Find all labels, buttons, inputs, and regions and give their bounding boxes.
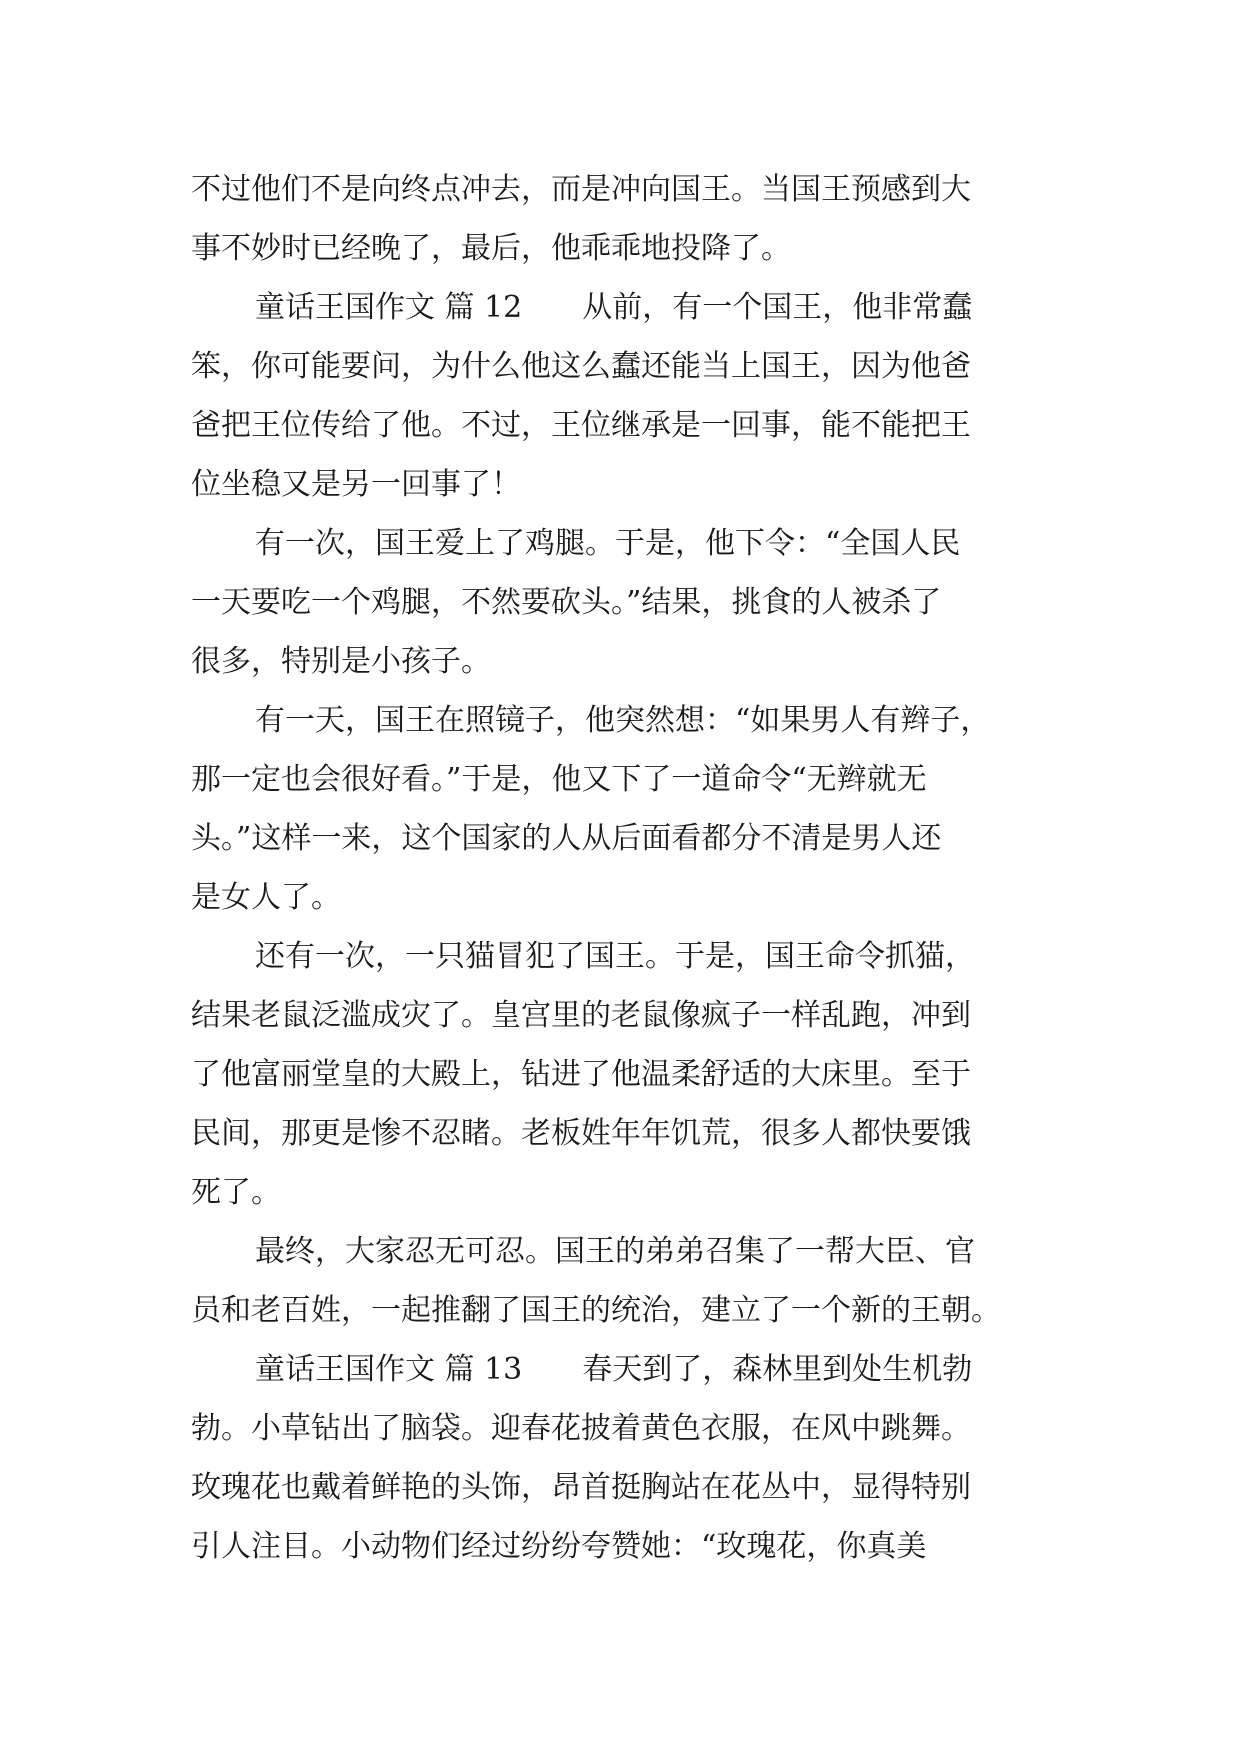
text-line: 那一定也会很好看。”于是，他又下了一道命令“无辫就无 [191, 762, 927, 797]
text-line: 头。”这样一来，这个国家的人从后面看都分不清是男人还 [191, 821, 942, 856]
text-line: 爸把王位传给了他。不过，王位继承是一回事，能不能把王 [191, 408, 971, 443]
text-line: 有一天，国王在照镜子，他突然想：“如果男人有辫子， [255, 703, 991, 738]
text-line: 员和老百姓，一起推翻了国王的统治，建立了一个新的王朝。 [191, 1293, 1001, 1328]
text-line: 民间，那更是惨不忍睹。老板姓年年饥荒，很多人都快要饿 [191, 1116, 971, 1151]
text-line: 笨，你可能要问，为什么他这么蠢还能当上国王，因为他爸 [191, 349, 971, 384]
text-line: 事不妙时已经晚了，最后，他乖乖地投降了。 [191, 231, 791, 266]
essay-title: 童话王国作文 篇 12 [255, 290, 523, 325]
text-line: 引人注目。小动物们经过纷纷夸赞她：“玫瑰花，你真美 [191, 1529, 927, 1564]
text-line: 是女人了。 [191, 880, 341, 915]
text-line: 玫瑰花也戴着鲜艳的头饰，昂首挺胸站在花丛中，显得特别 [191, 1470, 971, 1505]
text-line: 春天到了，森林里到处生机勃 [582, 1352, 973, 1387]
text-line: 了他富丽堂皇的大殿上，钻进了他温柔舒适的大床里。至于 [191, 1057, 971, 1092]
text-line: 结果老鼠泛滥成灾了。皇宫里的老鼠像疯子一样乱跑，冲到 [191, 998, 971, 1033]
text-line: 有一次，国王爱上了鸡腿。于是，他下令：“全国人民 [255, 526, 961, 561]
document-body [191, 160, 1071, 1576]
text-line: 勃。小草钻出了脑袋。迎春花披着黄色衣服，在风中跳舞。 [191, 1411, 971, 1446]
essay-heading-12 [191, 278, 1071, 337]
text-line: 很多，特别是小孩子。 [191, 644, 491, 679]
text-line: 不过他们不是向终点冲去，而是冲向国王。当国王预感到大 [191, 172, 971, 207]
text-line: 位坐稳又是另一回事了！ [191, 467, 521, 502]
text-line: 一天要吃一个鸡腿，不然要砍头。”结果，挑食的人被杀了 [191, 585, 942, 620]
essay-heading-13 [191, 1340, 1071, 1399]
text-line: 从前，有一个国王，他非常蠢 [582, 290, 973, 325]
text-line: 死了。 [191, 1175, 281, 1210]
text-line: 最终，大家忍无可忍。国王的弟弟召集了一帮大臣、官 [255, 1234, 975, 1269]
essay-title: 童话王国作文 篇 13 [255, 1352, 523, 1387]
text-line: 还有一次，一只猫冒犯了国王。于是，国王命令抓猫， [255, 939, 975, 974]
